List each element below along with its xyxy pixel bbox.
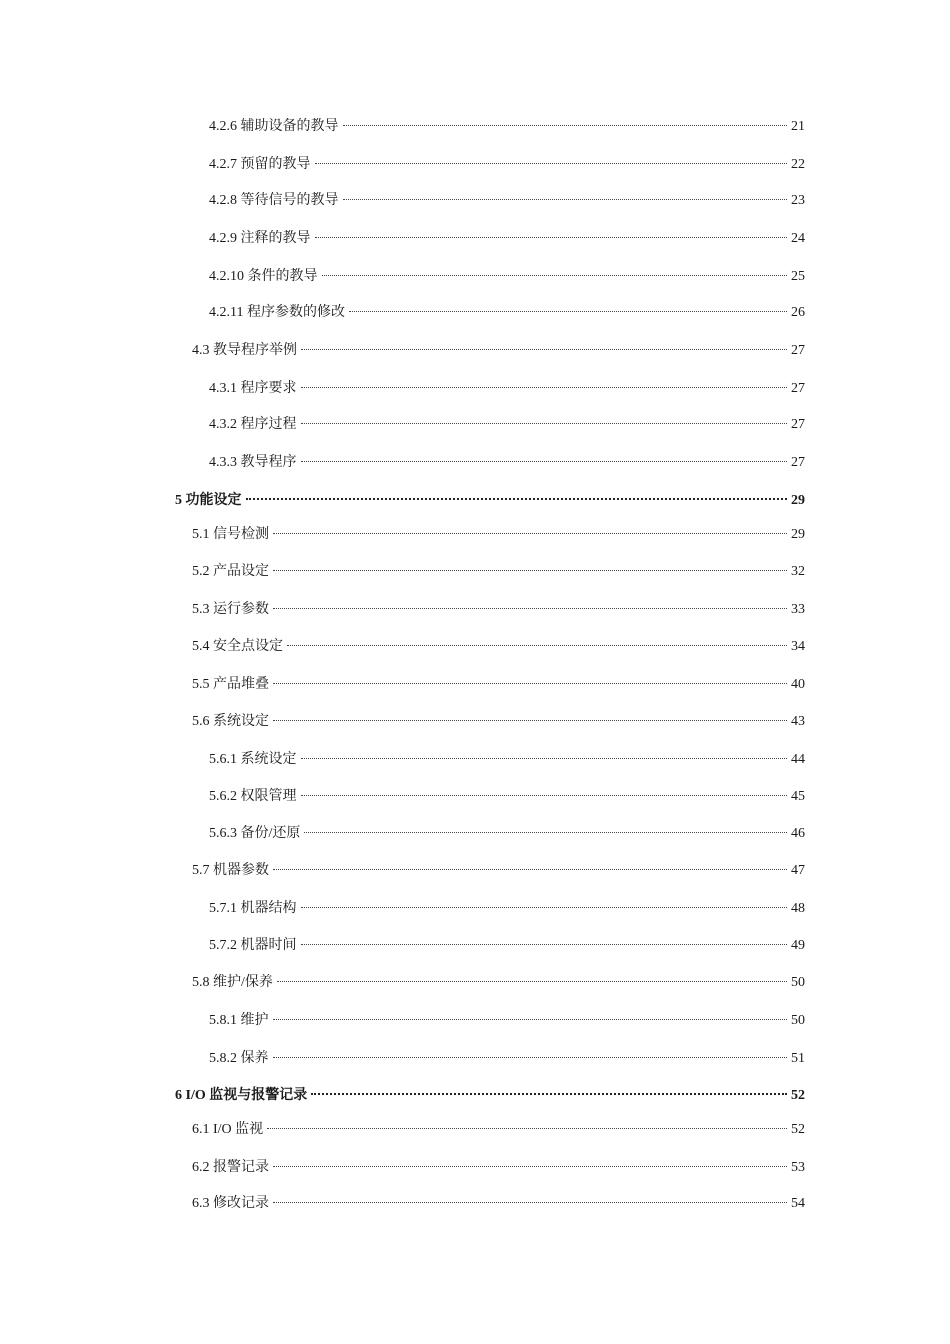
toc-dot-leader: [301, 461, 788, 462]
toc-entry-page: 49: [791, 938, 805, 953]
toc-entry[interactable]: [209, 155, 805, 175]
toc-entry[interactable]: [192, 1120, 805, 1140]
toc-entry-title: 5.5 产品堆叠: [192, 677, 269, 692]
toc-entry-title: 4.2.10 条件的教导: [209, 269, 318, 284]
toc-entry-title: 4.3.3 教导程序: [209, 455, 297, 470]
toc-entry-page: 32: [791, 564, 805, 579]
toc-entry-title: 4.3.2 程序过程: [209, 417, 297, 432]
toc-entry-page: 43: [791, 714, 805, 729]
toc-entry[interactable]: [192, 637, 805, 657]
toc-entry-page: 44: [791, 752, 805, 767]
toc-entry-title: 5.7 机器参数: [192, 863, 269, 878]
toc-entry-title: 4.2.9 注释的教导: [209, 231, 311, 246]
toc-entry-title: 6 I/O 监视与报警记录: [175, 1088, 308, 1103]
toc-entry-title: 5.3 运行参数: [192, 602, 269, 617]
toc-entry-page: 40: [791, 677, 805, 692]
toc-chapter-entry[interactable]: [175, 491, 805, 511]
toc-dot-leader: [301, 423, 788, 424]
toc-entry-page: 25: [791, 269, 805, 284]
toc-entry[interactable]: [192, 861, 805, 881]
toc-entry-page: 22: [791, 157, 805, 172]
toc-dot-leader: [315, 163, 788, 164]
toc-dot-leader: [287, 645, 787, 646]
toc-entry[interactable]: [209, 453, 805, 473]
toc-entry[interactable]: [192, 562, 805, 582]
toc-entry[interactable]: [192, 973, 805, 993]
toc-entry[interactable]: [192, 1194, 805, 1214]
toc-entry-title: 4.2.6 辅助设备的教导: [209, 119, 339, 134]
toc-dot-leader: [301, 387, 788, 388]
toc-entry-page: 27: [791, 381, 805, 396]
toc-dot-leader: [304, 832, 787, 833]
toc-entry-title: 4.3 教导程序举例: [192, 343, 297, 358]
toc-entry-page: 27: [791, 455, 805, 470]
toc-entry-title: 4.2.7 预留的教导: [209, 157, 311, 172]
toc-entry-page: 24: [791, 231, 805, 246]
toc-dot-leader: [301, 944, 788, 945]
toc-dot-leader: [343, 125, 788, 126]
toc-entry-title: 5.6.2 权限管理: [209, 789, 297, 804]
toc-entry[interactable]: [209, 787, 805, 807]
toc-entry-title: 5.2 产品设定: [192, 564, 269, 579]
toc-dot-leader: [273, 1166, 787, 1167]
toc-entry[interactable]: [209, 191, 805, 211]
toc-entry-page: 48: [791, 901, 805, 916]
toc-entry[interactable]: [209, 379, 805, 399]
toc-entry-page: 21: [791, 119, 805, 134]
toc-entry-title: 5.7.1 机器结构: [209, 901, 297, 916]
toc-entry-title: 5.4 安全点设定: [192, 639, 283, 654]
toc-entry[interactable]: [209, 229, 805, 249]
toc-dot-leader: [246, 498, 788, 500]
toc-dot-leader: [273, 608, 787, 609]
toc-entry[interactable]: [209, 267, 805, 287]
toc-entry-title: 4.2.8 等待信号的教导: [209, 193, 339, 208]
toc-entry-page: 34: [791, 639, 805, 654]
toc-entry[interactable]: [209, 117, 805, 137]
toc-entry-page: 47: [791, 863, 805, 878]
toc-dot-leader: [301, 795, 788, 796]
toc-entry-title: 6.2 报警记录: [192, 1160, 269, 1175]
toc-dot-leader: [273, 570, 787, 571]
toc-chapter-entry[interactable]: [175, 1086, 805, 1106]
toc-entry-page: 50: [791, 975, 805, 990]
toc-dot-leader: [273, 1057, 788, 1058]
toc-entry[interactable]: [209, 936, 805, 956]
toc-entry-page: 54: [791, 1196, 805, 1211]
toc-entry-title: 4.2.11 程序参数的修改: [209, 305, 345, 320]
toc-entry-page: 46: [791, 826, 805, 841]
toc-dot-leader: [343, 199, 788, 200]
toc-entry[interactable]: [209, 1011, 805, 1031]
toc-entry-page: 33: [791, 602, 805, 617]
toc-dot-leader: [273, 533, 787, 534]
toc-entry-page: 23: [791, 193, 805, 208]
toc-entry-page: 52: [791, 1088, 805, 1103]
toc-entry-title: 5.6.3 备份/还原: [209, 826, 301, 841]
toc-entry-title: 5.1 信号检测: [192, 527, 269, 542]
toc-entry-title: 5.6 系统设定: [192, 714, 269, 729]
toc-dot-leader: [301, 758, 788, 759]
toc-entry-page: 52: [791, 1122, 805, 1137]
toc-entry-page: 29: [791, 493, 805, 508]
toc-entry[interactable]: [209, 750, 805, 770]
toc-dot-leader: [273, 1202, 787, 1203]
toc-entry[interactable]: [209, 824, 805, 844]
toc-dot-leader: [273, 1019, 788, 1020]
toc-entry-title: 5.8.1 维护: [209, 1013, 269, 1028]
toc-entry-title: 5.8 维护/保养: [192, 975, 273, 990]
toc-dot-leader: [301, 349, 787, 350]
toc-entry[interactable]: [192, 1158, 805, 1178]
toc-entry[interactable]: [192, 600, 805, 620]
toc-entry-page: 27: [791, 417, 805, 432]
toc-dot-leader: [311, 1093, 787, 1095]
toc-dot-leader: [273, 869, 787, 870]
toc-entry-page: 50: [791, 1013, 805, 1028]
toc-entry-title: 5 功能设定: [175, 493, 242, 508]
toc-entry-title: 5.6.1 系统设定: [209, 752, 297, 767]
toc-dot-leader: [349, 311, 787, 312]
toc-entry-title: 6.1 I/O 监视: [192, 1122, 264, 1137]
toc-entry[interactable]: [192, 675, 805, 695]
toc-entry[interactable]: [209, 303, 805, 323]
toc-entry-title: 5.8.2 保养: [209, 1051, 269, 1066]
toc-entry-title: 4.3.1 程序要求: [209, 381, 297, 396]
toc-dot-leader: [301, 907, 788, 908]
toc-entry-page: 53: [791, 1160, 805, 1175]
toc-entry[interactable]: [209, 1049, 805, 1069]
toc-dot-leader: [277, 981, 787, 982]
toc-entry-page: 29: [791, 527, 805, 542]
toc-dot-leader: [273, 683, 787, 684]
toc-entry-page: 26: [791, 305, 805, 320]
toc-entry-title: 5.7.2 机器时间: [209, 938, 297, 953]
toc-entry-page: 51: [791, 1051, 805, 1066]
toc-entry[interactable]: [192, 341, 805, 361]
toc-entry[interactable]: [192, 712, 805, 732]
toc-entry-title: 6.3 修改记录: [192, 1196, 269, 1211]
toc-dot-leader: [315, 237, 788, 238]
toc-entry[interactable]: [209, 899, 805, 919]
toc-entry[interactable]: [209, 415, 805, 435]
toc-dot-leader: [322, 275, 788, 276]
toc-entry-page: 27: [791, 343, 805, 358]
toc-entry-page: 45: [791, 789, 805, 804]
toc-dot-leader: [267, 1128, 787, 1129]
toc-dot-leader: [273, 720, 787, 721]
toc-entry[interactable]: [192, 525, 805, 545]
